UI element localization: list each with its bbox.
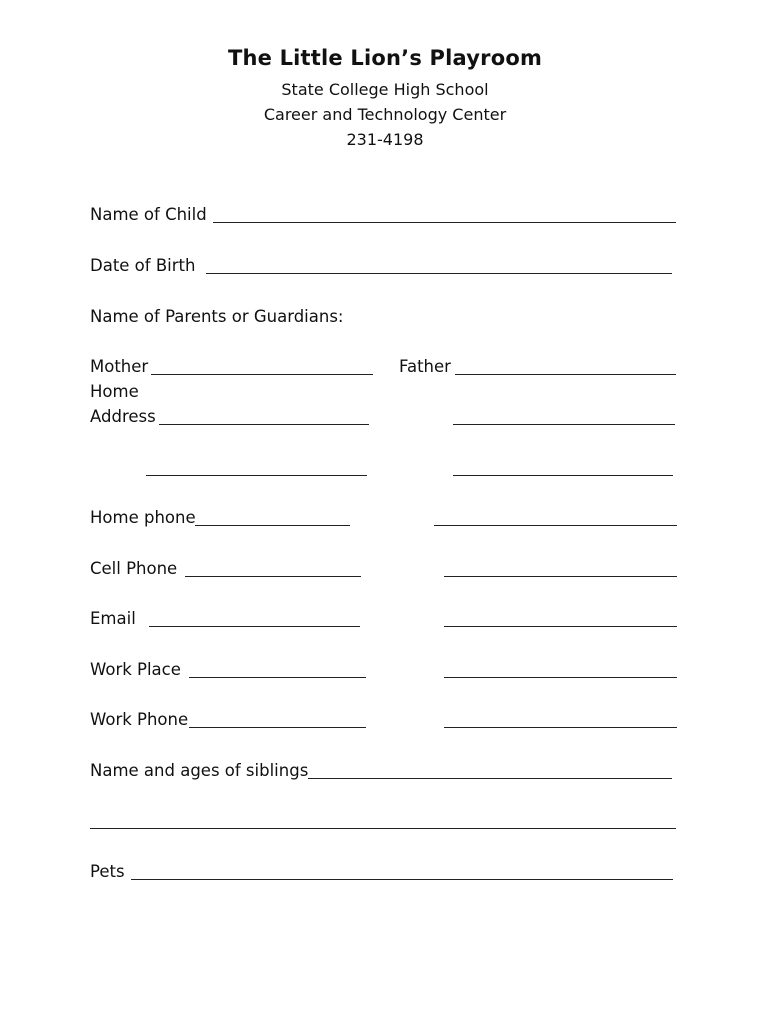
- mother-work-place-field[interactable]: [189, 677, 366, 678]
- date-of-birth-label: Date of Birth: [90, 256, 196, 275]
- siblings-label: Name and ages of siblings: [90, 761, 309, 780]
- mother-field[interactable]: [151, 374, 373, 375]
- name-of-child-field[interactable]: [213, 222, 676, 223]
- form-title: The Little Lion’s Playroom: [227, 46, 543, 70]
- mother-home-phone-field[interactable]: [195, 525, 350, 526]
- name-of-child-label: Name of Child: [90, 205, 207, 224]
- date-of-birth-field[interactable]: [206, 273, 672, 274]
- father-work-phone-field[interactable]: [444, 727, 677, 728]
- father-cell-phone-field[interactable]: [444, 576, 677, 577]
- pets-field[interactable]: [131, 879, 673, 880]
- school-name: State College High School: [281, 80, 489, 99]
- siblings-field-1[interactable]: [308, 778, 672, 779]
- phone-number: 231-4198: [346, 130, 424, 149]
- center-name: Career and Technology Center: [263, 105, 507, 124]
- mother-address-field-1[interactable]: [159, 424, 369, 425]
- mother-cell-phone-field[interactable]: [185, 576, 361, 577]
- father-address-field-2[interactable]: [453, 475, 673, 476]
- father-label: Father: [399, 357, 451, 376]
- father-email-field[interactable]: [444, 626, 677, 627]
- mother-label: Mother: [90, 357, 149, 376]
- work-place-label: Work Place: [90, 660, 181, 679]
- home-phone-label: Home phone: [90, 508, 196, 527]
- father-address-field-1[interactable]: [453, 424, 675, 425]
- mother-address-field-2[interactable]: [146, 475, 367, 476]
- cell-phone-label: Cell Phone: [90, 559, 178, 578]
- siblings-field-2[interactable]: [90, 828, 676, 829]
- mother-work-phone-field[interactable]: [189, 727, 366, 728]
- pets-label: Pets: [90, 862, 125, 881]
- address-label: Address: [90, 407, 156, 426]
- parents-heading: Name of Parents or Guardians:: [90, 307, 344, 326]
- home-label: Home: [90, 382, 139, 401]
- father-field[interactable]: [455, 374, 676, 375]
- mother-email-field[interactable]: [149, 626, 360, 627]
- father-home-phone-field[interactable]: [434, 525, 677, 526]
- work-phone-label: Work Phone: [90, 710, 189, 729]
- email-label: Email: [90, 609, 136, 628]
- father-work-place-field[interactable]: [444, 677, 677, 678]
